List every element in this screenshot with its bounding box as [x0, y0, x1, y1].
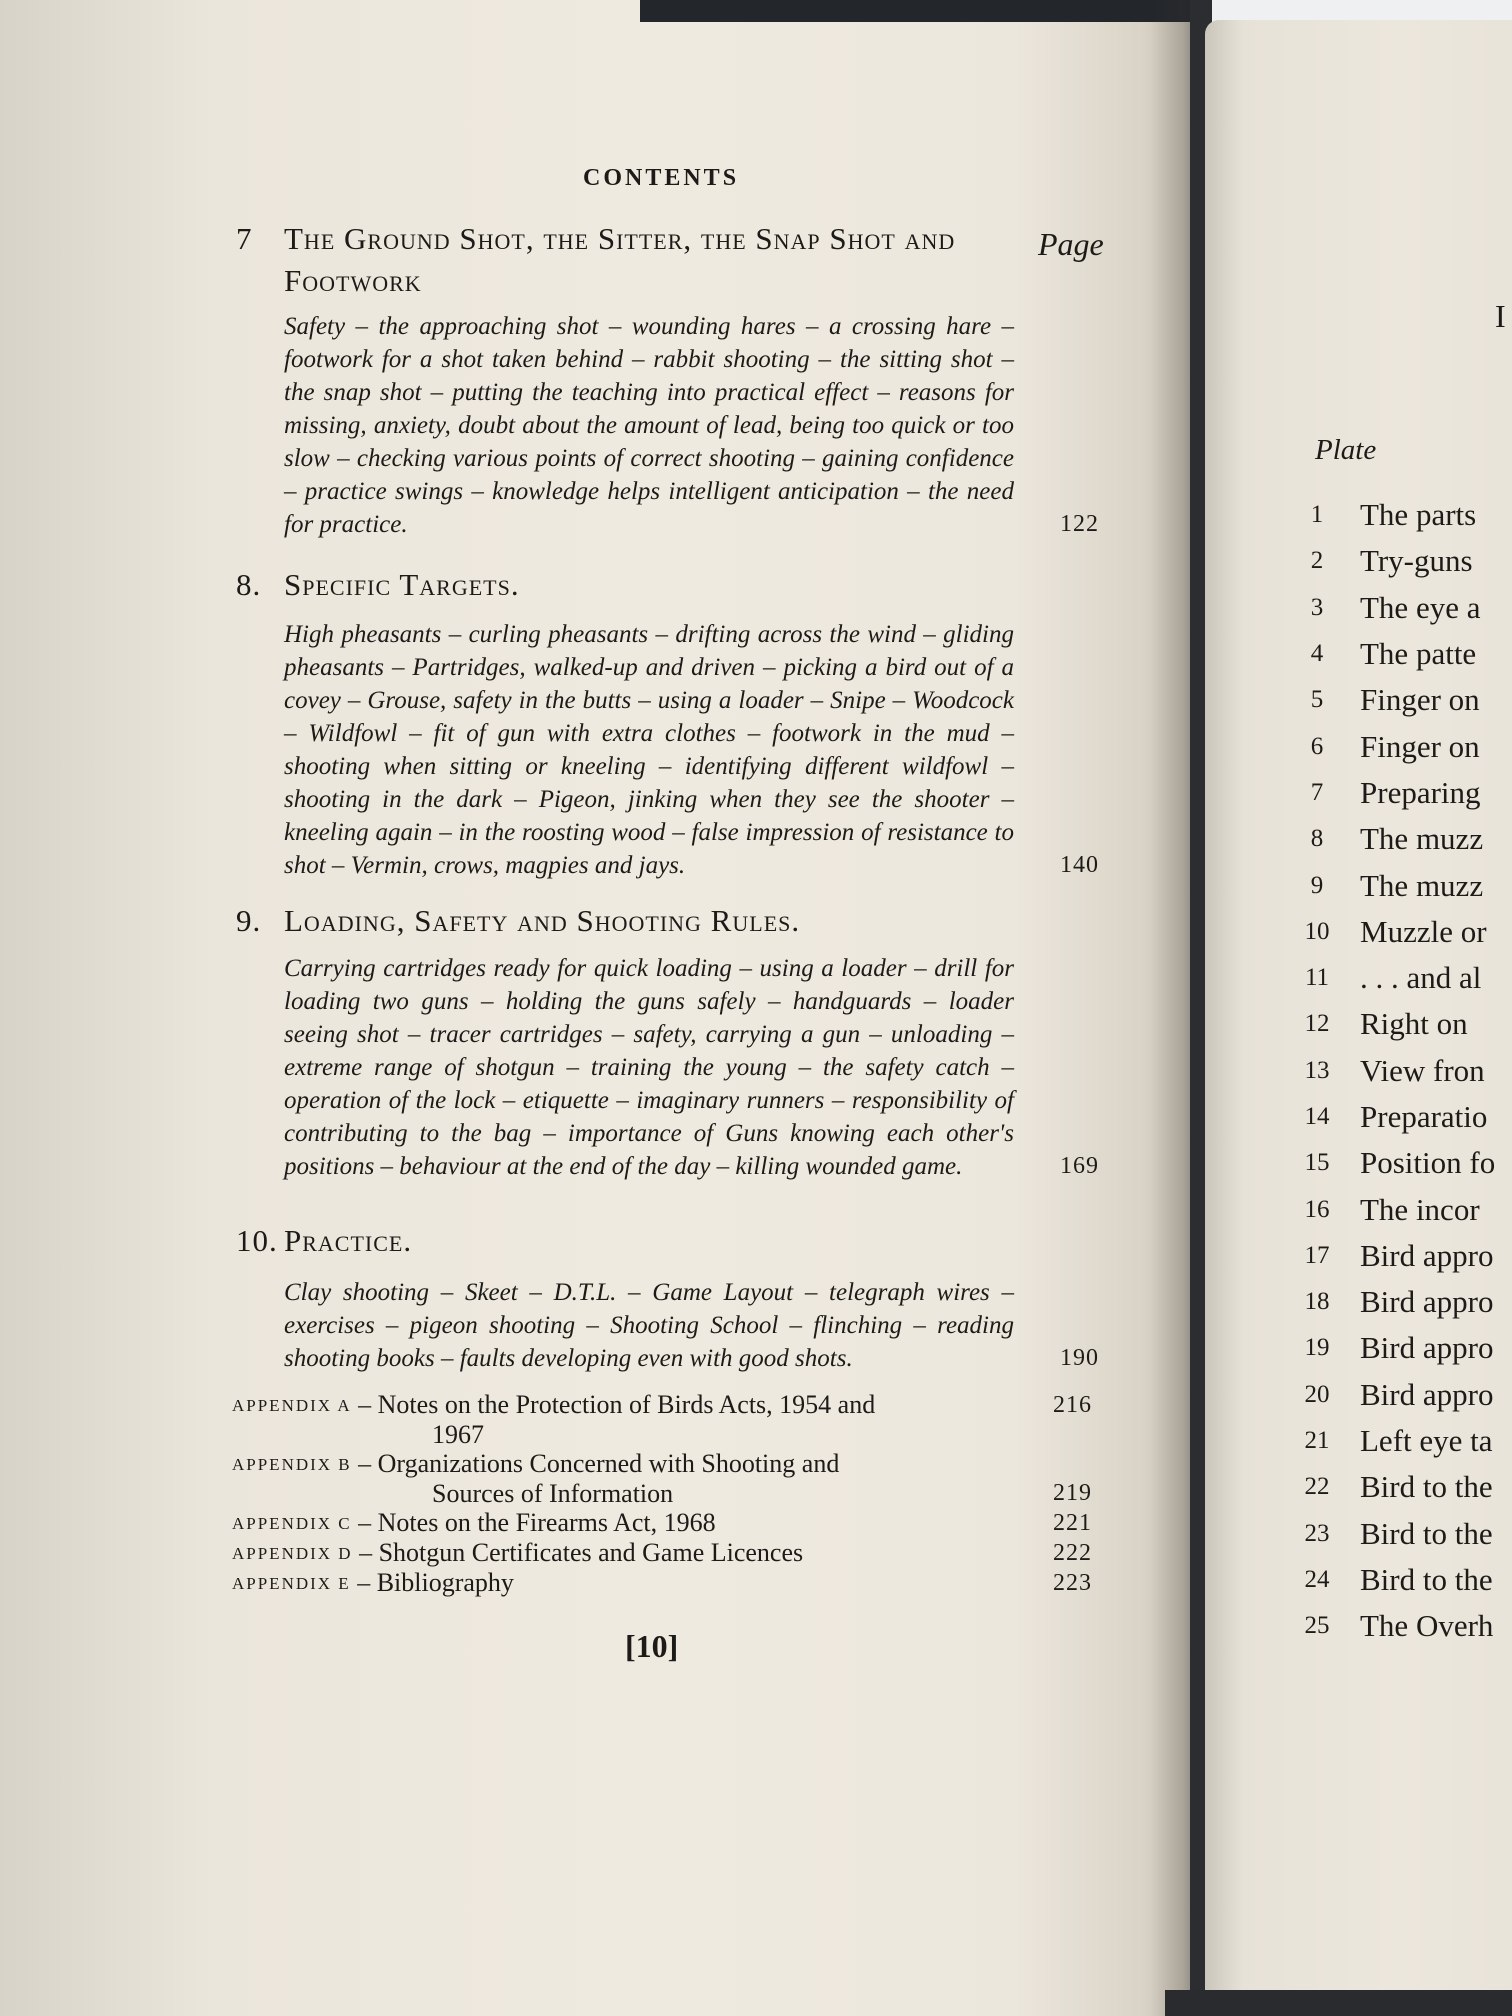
plate-number: 19 — [1304, 1334, 1330, 1362]
plate-entry — [1290, 1140, 1512, 1186]
chapter-page-number: 190 — [1060, 1345, 1099, 1371]
chapter-summary — [284, 1276, 1099, 1375]
plate-entry — [1290, 1048, 1512, 1094]
chapter-number: 9. — [236, 903, 262, 938]
plate-number: 20 — [1304, 1380, 1330, 1408]
appendix-page-number: 219 — [1053, 1480, 1092, 1506]
plate-title: The muzz — [1360, 821, 1484, 857]
plate-title: Bird appro — [1360, 1237, 1494, 1273]
plate-title: Bird to the — [1360, 1469, 1493, 1505]
plate-title: The eye a — [1360, 589, 1481, 625]
appendix-list — [232, 1390, 1092, 1598]
appendix-entry: APPENDIX C – Notes on the Firearms Act, 1968 221 — [232, 1508, 1092, 1537]
appendix-entry: APPENDIX E – Bibliography 223 — [232, 1568, 1092, 1597]
plate-title: Bird appro — [1360, 1376, 1494, 1412]
plate-column-label: Plate — [1315, 434, 1377, 466]
chapter-heading — [236, 218, 1096, 302]
plate-number: 13 — [1304, 1056, 1330, 1084]
contents-heading: CONTENTS — [583, 165, 740, 191]
plate-entry — [1290, 909, 1512, 955]
plate-entry — [1290, 538, 1512, 584]
appendix-page-number: 223 — [1053, 1570, 1092, 1596]
plate-title: The patte — [1360, 636, 1477, 672]
plate-entry — [1290, 1464, 1512, 1510]
plate-entry — [1290, 585, 1512, 631]
plate-entry — [1290, 770, 1512, 816]
plate-list — [1290, 492, 1512, 1649]
chapter-entry — [236, 218, 1099, 541]
chapter-page-number: 140 — [1060, 852, 1099, 878]
chapter-entry — [236, 564, 1099, 882]
plate-entry — [1290, 1094, 1512, 1140]
plate-number: 14 — [1304, 1103, 1330, 1130]
plate-number: 18 — [1304, 1288, 1330, 1316]
plate-title: Preparing — [1360, 774, 1481, 810]
appendix-entry: APPENDIX D – Shotgun Certificates and Game Licences 222 — [232, 1538, 1092, 1567]
plate-entry — [1290, 677, 1512, 723]
appendix-page-number: 222 — [1053, 1540, 1092, 1566]
plate-title: Bird to the — [1360, 1561, 1493, 1597]
chapter-title: Practice. — [284, 1223, 413, 1258]
plate-title: The incor — [1360, 1191, 1480, 1227]
plate-number: 8 — [1310, 825, 1324, 853]
plate-entry — [1290, 1233, 1512, 1279]
appendix-title: Organizations Concerned with Shooting and — [377, 1449, 840, 1478]
chapter-title: The Ground Shot, the Sitter, the Snap Shot and Footwork — [284, 221, 956, 298]
chapter-number: 8. — [236, 567, 262, 602]
chapter-summary-text: High pheasants – curling pheasants – drifting across the wind – gliding pheasants – Partridges, walked-up and driven – picking a bird out of a covey – Grouse, safety in the butts – using a loader – Snipe – Woodcock – Wildfowl – fit of gun with extra clothes – footwork in the mud – shooting when sitting or kneeling – identifying different wildfowl – shooting in the dark – Pigeon, jinking when they see the shooter – kneeling again – in the roosting wood – false impression of resistance to shot – Vermin, crows, magpies and jays. — [284, 621, 1014, 879]
appendix-label: APPENDIX D — [232, 1544, 353, 1563]
plate-entry — [1290, 631, 1512, 677]
plate-number: 22 — [1304, 1473, 1330, 1501]
book-cover-bottom — [1165, 1990, 1512, 2016]
page-column-label: Page — [1038, 226, 1104, 262]
plate-entry — [1290, 723, 1512, 769]
plate-title: Muzzle or — [1360, 913, 1487, 949]
chapter-title: Specific Targets. — [284, 567, 520, 602]
appendix-label: APPENDIX A — [232, 1396, 352, 1415]
plate-title: View fron — [1360, 1052, 1485, 1088]
plate-number: 4 — [1310, 640, 1324, 668]
plate-entry — [1290, 816, 1512, 862]
plate-entry — [1290, 492, 1512, 538]
chapter-entry — [236, 900, 1099, 1183]
plate-title: The parts — [1360, 497, 1477, 533]
appendix-page-number: 216 — [1053, 1392, 1092, 1418]
chapter-summary-text: Safety – the approaching shot – wounding hares – a crossing hare – footwork for a shot taken behind – rabbit shooting – the sitting shot – the snap shot – putting the teaching into practical effect – reasons for missing, anxiety, doubt about the amount of lead, being too quick or too slow – checking various points of correct shooting – gaining confidence – practice swings – knowledge helps intelligent anticipation – the need for practice. — [284, 313, 1014, 538]
chapter-page-number: 122 — [1060, 511, 1099, 537]
appendix-entry: APPENDIX A – Notes on the Protection of Birds Acts, 1954 and 1967 216 — [232, 1390, 1092, 1449]
chapter-summary — [284, 952, 1099, 1183]
chapter-number: 7 — [236, 221, 253, 256]
plate-entry — [1290, 862, 1512, 908]
chapter-number: 10. — [236, 1223, 278, 1258]
book-cover-strip — [640, 0, 1200, 22]
chapter-entry — [236, 1220, 1099, 1375]
chapter-title: Loading, Safety and Shooting Rules. — [284, 903, 801, 938]
chapter-summary — [284, 618, 1099, 882]
plate-number: 7 — [1310, 778, 1324, 806]
plate-entry — [1290, 1325, 1512, 1371]
plate-number: 17 — [1304, 1241, 1330, 1269]
chapter-summary — [284, 310, 1099, 541]
plate-number: 15 — [1304, 1149, 1330, 1177]
plate-number: 16 — [1304, 1195, 1330, 1223]
plate-entry — [1290, 955, 1512, 1001]
plate-entry — [1290, 1511, 1512, 1557]
plate-entry — [1290, 1603, 1512, 1649]
appendix-entry: APPENDIX B – Organizations Concerned with Shooting and Sources of Information 219 — [232, 1449, 1092, 1508]
appendix-label: APPENDIX E — [232, 1574, 351, 1593]
plate-number: 21 — [1304, 1427, 1330, 1455]
plate-title: Preparatio — [1360, 1099, 1488, 1134]
plate-title: The Overh — [1360, 1608, 1494, 1644]
chapter-heading — [236, 564, 1096, 606]
plate-title: The muzz — [1360, 867, 1484, 903]
plate-entry — [1290, 1557, 1512, 1603]
plate-entry — [1290, 1372, 1512, 1418]
appendix-title: Notes on the Firearms Act, 1968 — [377, 1508, 716, 1537]
appendix-label: APPENDIX C — [232, 1514, 352, 1533]
chapter-summary-text: Clay shooting – Skeet – D.T.L. – Game Layout – telegraph wires – exercises – pigeon shooting – Shooting School – flinching – reading shooting books – faults developing even with good shots. — [284, 1279, 1014, 1372]
plate-number: 6 — [1310, 732, 1324, 760]
plate-title: Right on — [1360, 1006, 1468, 1042]
plate-entry — [1290, 1186, 1512, 1232]
plate-number: 9 — [1310, 871, 1324, 899]
plate-title: Finger on — [1360, 682, 1480, 718]
appendix-title: Shotgun Certificates and Game Licences — [378, 1538, 804, 1567]
appendix-title: Notes on the Protection of Birds Acts, 1954 and — [377, 1390, 876, 1419]
plate-title: Finger on — [1360, 728, 1480, 764]
plate-number: 23 — [1304, 1519, 1330, 1547]
chapter-summary-text: Carrying cartridges ready for quick loading – using a loader – drill for loading two guns – holding the guns safely – handguards – loader seeing shot – tracer cartridges – safety, carrying a gun – unloading – extreme range of shotgun – training the young – the safety catch – operation of the lock – etiquette – imaginary runners – responsibility of contributing to the bag – importance of Guns knowing each other's positions – behaviour at the end of the day – killing wounded game. — [284, 955, 1014, 1180]
plate-number: 5 — [1310, 686, 1324, 714]
appendix-page-number: 221 — [1053, 1510, 1092, 1536]
plate-number: 10 — [1304, 917, 1330, 945]
plate-title: Try-guns — [1360, 543, 1473, 579]
plate-title: Left eye ta — [1360, 1423, 1493, 1459]
plate-entry — [1290, 1279, 1512, 1325]
plate-number: 12 — [1304, 1010, 1330, 1038]
chapter-heading — [236, 1220, 1096, 1262]
plate-title: Position fo — [1360, 1145, 1496, 1181]
plate-title: Bird to the — [1360, 1515, 1493, 1551]
appendix-title-continuation: Sources of Information — [432, 1479, 674, 1508]
appendix-title: Bibliography — [376, 1568, 514, 1597]
plate-number: 24 — [1304, 1565, 1330, 1593]
plate-entry — [1290, 1418, 1512, 1464]
plate-title: Bird appro — [1360, 1284, 1494, 1320]
plate-entry — [1290, 1001, 1512, 1047]
appendix-title-continuation: 1967 — [432, 1420, 484, 1449]
plate-number: 25 — [1304, 1612, 1330, 1640]
plate-title: . . . and al — [1360, 960, 1482, 996]
plate-number: 3 — [1310, 593, 1324, 621]
page-folio: [10] — [625, 1628, 679, 1664]
chapter-page-number: 169 — [1060, 1153, 1099, 1179]
right-page-title-fragment: I — [1495, 298, 1506, 334]
chapter-heading — [236, 900, 1096, 942]
plate-number: 1 — [1310, 501, 1324, 529]
plate-number: 11 — [1304, 964, 1330, 992]
plate-title: Bird appro — [1360, 1330, 1494, 1366]
plate-number: 2 — [1310, 547, 1324, 575]
appendix-label: APPENDIX B — [232, 1455, 352, 1474]
